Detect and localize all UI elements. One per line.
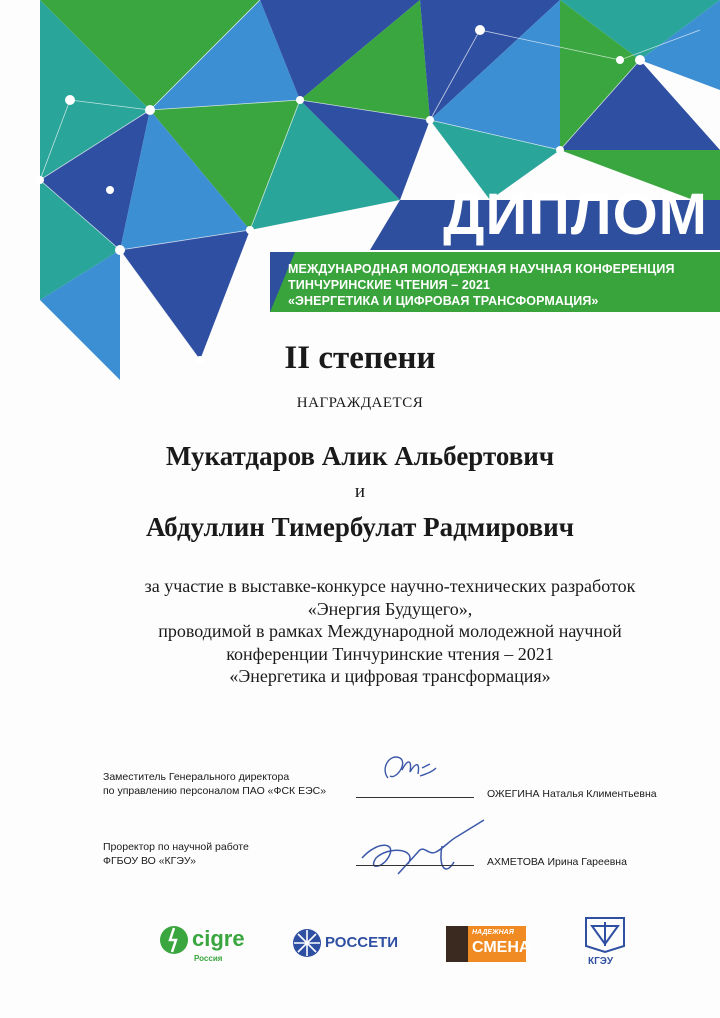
cigre-logo — [158, 922, 258, 968]
recipient-name-2: Абдуллин Тимербулат Радмирович — [146, 512, 574, 542]
smena-logo-bottom: СМЕНА — [472, 939, 531, 956]
cigre-logo-name: cigre — [192, 926, 245, 951]
reason-line: конференции Тинчуринские чтения – 2021 — [226, 643, 554, 664]
kgeu-logo — [580, 916, 630, 972]
degree-title: II степени — [284, 340, 436, 376]
signatory-2-name: АХМЕТОВА Ирина Гареевна — [487, 856, 627, 868]
conference-line-1: МЕЖДУНАРОДНАЯ МОЛОДЕЖНАЯ НАУЧНАЯ КОНФЕРЕНЦИЯ — [288, 262, 675, 276]
conference-line-2: ТИНЧУРИНСКИЕ ЧТЕНИЯ – 2021 — [288, 278, 491, 292]
diploma-title: ДИПЛОМ — [443, 182, 708, 247]
signature-2-image — [358, 818, 488, 884]
rosseti-logo — [292, 926, 402, 960]
award-reason — [90, 575, 690, 688]
signature-line-1 — [356, 797, 474, 798]
reason-line: «Энергетика и цифровая трансформация» — [229, 666, 551, 686]
conference-line-3: «ЭНЕРГЕТИКА И ЦИФРОВАЯ ТРАНСФОРМАЦИЯ» — [288, 294, 599, 308]
signatory-2-title: Проректор по научной работе ФГБОУ ВО «КГЭУ» — [103, 841, 249, 867]
smena-logo-top: НАДЕЖНАЯ — [472, 929, 514, 936]
smena-logo — [446, 926, 531, 962]
kgeu-logo-name: КГЭУ — [588, 956, 614, 967]
signature-line-2 — [356, 865, 474, 866]
awarded-label: НАГРАЖДАЕТСЯ — [296, 395, 424, 411]
conjunction: и — [354, 481, 366, 502]
reason-line: проводимой в рамках Международной молодежной научной — [158, 621, 622, 641]
signatory-1-name: ОЖЕГИНА Наталья Климентьевна — [487, 788, 657, 800]
reason-line: за участие в выставке-конкурсе научно-технических разработок — [144, 576, 636, 596]
reason-line: «Энергия Будущего», — [307, 598, 473, 619]
cigre-logo-sub: Россия — [194, 954, 223, 963]
rosseti-logo-name: РОССЕТИ — [325, 934, 399, 951]
recipient-name-1: Мукатдаров Алик Альбертович — [165, 441, 555, 471]
signatory-1-title: Заместитель Генерального директора по управлению персоналом ПАО «ФСК ЕЭС» — [103, 771, 327, 797]
signature-1-image — [378, 748, 438, 788]
